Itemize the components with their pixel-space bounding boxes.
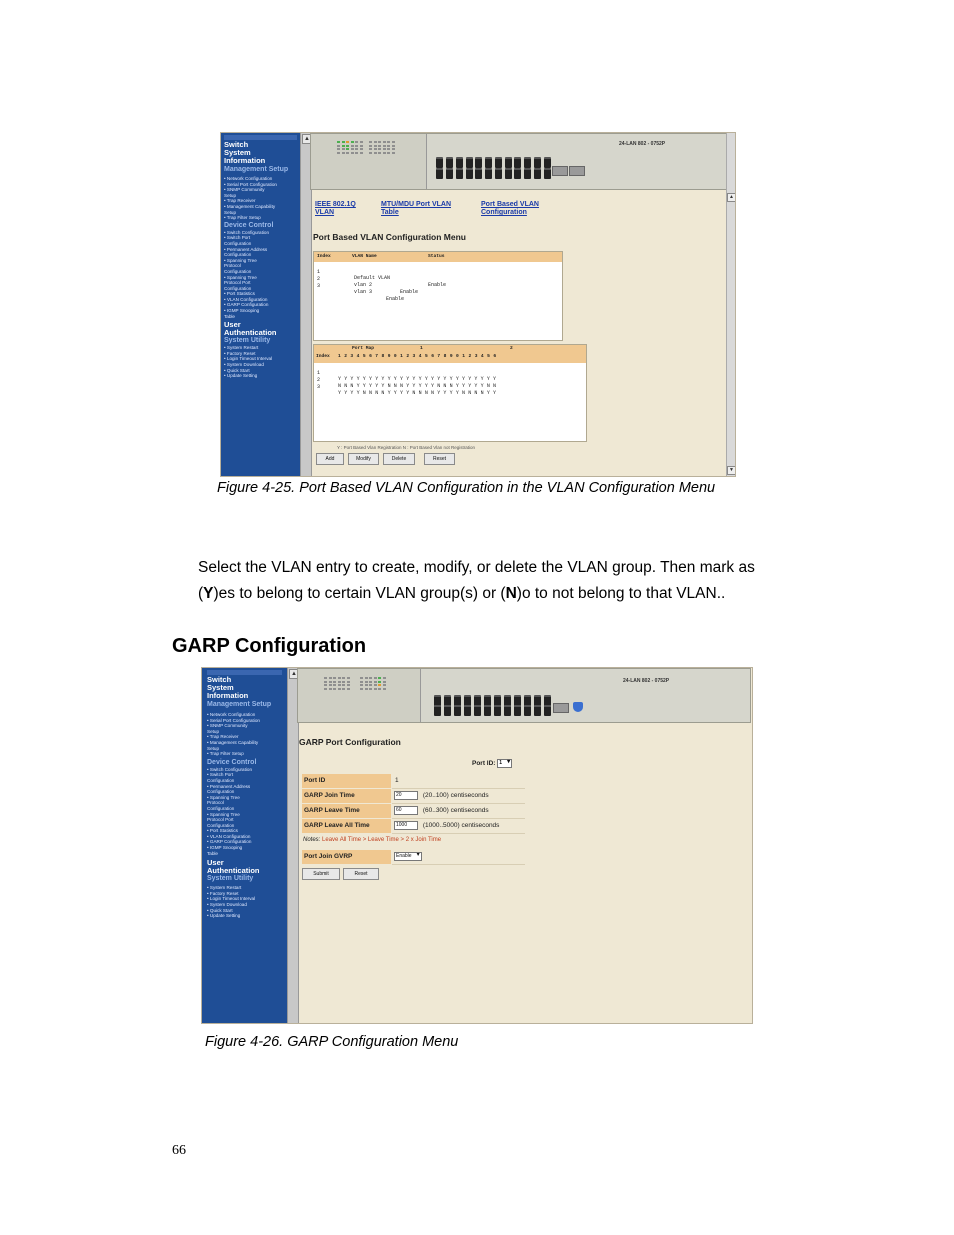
portmap-index: 2 — [317, 376, 321, 383]
switch-device-panel — [297, 668, 751, 723]
sidebar-heading-system[interactable]: System — [224, 148, 251, 157]
led-grid-left — [337, 141, 363, 154]
sidebar-section-user-auth[interactable]: User Authentication — [207, 858, 260, 876]
link-port-based-vlan-config[interactable]: Port Based VLAN Configuration — [481, 201, 539, 216]
switch-device-panel — [310, 133, 727, 190]
vlan-name: vlan 2 — [354, 282, 373, 288]
sidebar-item[interactable]: • Serial Port Configuration — [207, 717, 260, 723]
sidebar-item[interactable]: • VLAN Configuration — [207, 833, 251, 839]
page-number: 66 — [172, 1143, 186, 1158]
col-index: Index — [316, 354, 330, 359]
col-vlan-name: VLAN Name — [352, 254, 377, 259]
registration-legend: Y : Port Based Vlan Registration N : Port Based Vlan not Registration — [337, 445, 475, 450]
notes-text: Leave All Time > Leave Time > 2 x Join Time — [322, 837, 442, 843]
port-row-3 — [514, 157, 551, 168]
port-numbers: 1 2 3 4 5 6 7 8 9 0 1 2 3 4 5 6 7 8 9 0 1 2 3 4 5 6 — [338, 354, 497, 359]
scroll-up-icon[interactable]: ▲ — [727, 193, 736, 202]
sidebar-item[interactable]: Configuration — [224, 285, 252, 291]
col-index: Index — [317, 254, 331, 259]
portmap-values: Y Y Y Y N N N N Y Y Y Y N N N N Y Y Y Y N N N N Y Y — [338, 390, 497, 396]
sidebar-section-device-control: Device Control — [224, 221, 274, 229]
port-row-4 — [436, 168, 473, 179]
garp-leave-all-time-input[interactable]: 1000 — [394, 821, 418, 830]
port-map-header — [314, 345, 586, 363]
sidebar-item[interactable]: • Spanning Tree — [207, 811, 240, 817]
garp-leave-all-time-label: GARP Leave All Time — [302, 819, 391, 833]
garp-join-time-label: GARP Join Time — [302, 789, 391, 803]
sidebar-item[interactable]: Setup — [224, 192, 237, 198]
vlan-list-header — [314, 252, 562, 262]
sidebar-section-system-utility: System Utility — [207, 875, 254, 883]
figure-4-25-caption: Figure 4-25. Port Based VLAN Configuration in the VLAN Configuration Menu — [217, 480, 716, 496]
no-letter: N — [505, 585, 517, 602]
sidebar-item[interactable]: Configuration — [224, 252, 252, 258]
sidebar-item[interactable]: • Switch Port — [224, 235, 251, 241]
port-id-label: Port ID: — [472, 760, 496, 768]
garp-join-time-row — [392, 789, 525, 804]
yes-letter: Y — [203, 585, 214, 602]
sidebar-item[interactable]: Configuration — [224, 268, 252, 274]
port-row-1 — [436, 157, 473, 168]
sidebar-item[interactable]: • Spanning Tree — [224, 274, 257, 280]
garp-leave-all-time-row — [392, 819, 525, 834]
sidebar-item[interactable]: • GARP Configuration — [224, 302, 269, 308]
sidebar-item[interactable]: Setup — [207, 728, 220, 734]
sidebar-item[interactable]: • Network Configuration — [224, 176, 273, 181]
sidebar-item[interactable]: Table — [207, 850, 218, 856]
figure-4-26-screenshot — [201, 667, 753, 1024]
port-join-gvrp-row — [392, 850, 525, 865]
sfp-port — [552, 166, 568, 176]
garp-leave-all-time-unit: (1000..5000) centiseconds — [422, 822, 500, 829]
port-join-gvrp-select[interactable]: Enable ▾ — [394, 852, 422, 861]
led-grid-right — [360, 677, 386, 690]
paren: ( — [198, 585, 204, 602]
sidebar-item[interactable]: • IGMP Snooping — [207, 845, 243, 851]
port-row-6 — [514, 168, 551, 179]
sidebar-item[interactable]: • Trap Filter Setup — [224, 215, 261, 221]
sidebar-item[interactable]: • Update Setting — [207, 913, 241, 919]
sidebar-heading-system[interactable]: System — [207, 683, 234, 692]
port-row-2 — [475, 157, 512, 168]
port-id-row-value — [392, 774, 525, 789]
port-join-gvrp-label: Port Join GVRP — [302, 850, 391, 864]
sidebar-section-management: Management Setup — [224, 166, 289, 173]
sidebar-item[interactable]: • Quick Start — [207, 907, 233, 913]
shield-icon — [573, 702, 583, 712]
sidebar-item[interactable]: Configuration — [207, 822, 235, 828]
add-button[interactable]: Add — [316, 453, 344, 465]
sidebar-item[interactable]: • IGMP Snooping — [224, 308, 260, 314]
garp-leave-time-input[interactable]: 60 — [394, 806, 418, 815]
port-id-select[interactable]: 1 ▾ — [497, 759, 512, 768]
garp-join-time-input[interactable]: 20 — [394, 791, 418, 800]
led-grid-left — [324, 677, 350, 690]
sidebar-section-user-auth[interactable]: User Authentication — [224, 320, 277, 338]
section-heading-garp: GARP Configuration — [172, 635, 367, 657]
sidebar-item[interactable]: Setup — [207, 745, 220, 751]
sidebar-section-device-control: Device Control — [207, 758, 257, 766]
submit-button[interactable]: Submit — [302, 868, 340, 880]
vlan-status: Enable — [386, 295, 405, 302]
sidebar-item[interactable]: • Login Timeout Interval — [224, 356, 273, 362]
port-id-row-label: Port ID — [302, 774, 391, 788]
page-title: GARP Port Configuration — [299, 737, 401, 747]
modify-button[interactable]: Modify — [348, 453, 379, 465]
body-paragraph — [198, 555, 798, 607]
port-row-5 — [475, 168, 512, 179]
garp-leave-time-unit: (60..300) centiseconds — [422, 807, 489, 814]
sidebar-item[interactable]: Protocol Port — [224, 280, 251, 286]
sidebar-item[interactable]: • GARP Configuration — [207, 839, 252, 845]
sidebar-item[interactable]: Configuration — [207, 789, 235, 795]
sidebar-item[interactable]: • Network Configuration — [207, 712, 256, 717]
sidebar-item[interactable]: • Permanent Address — [224, 246, 268, 252]
sidebar-heading-information[interactable]: Information — [224, 156, 266, 165]
scroll-up-icon[interactable]: ▲ — [302, 134, 312, 144]
sidebar-item[interactable]: Configuration — [207, 777, 235, 783]
paragraph-text: )es to belong to certain VLAN group(s) or ( — [213, 585, 506, 602]
sidebar-item[interactable]: • Port Statistics — [224, 291, 255, 297]
vlan-status: Enable — [428, 281, 447, 288]
sidebar-item[interactable]: • Port Statistics — [207, 828, 238, 834]
paragraph-text: )o to not belong to that VLAN.. — [516, 585, 726, 602]
led-grid-right — [369, 141, 395, 154]
vlan-index: 2 — [317, 275, 321, 282]
sidebar-item[interactable]: • Update Setting — [224, 373, 258, 379]
sidebar-item[interactable]: • Factory Reset — [207, 890, 239, 896]
sidebar-item[interactable]: Protocol — [224, 263, 241, 269]
reset-button[interactable]: Reset — [424, 453, 455, 465]
sidebar-menu — [221, 133, 300, 476]
sidebar-item[interactable]: • Switch Port — [207, 772, 234, 778]
vlan-status: Enable — [400, 288, 419, 295]
sidebar-item[interactable]: Table — [224, 313, 235, 319]
sidebar-item[interactable]: Configuration — [207, 805, 235, 811]
sidebar-section-system-utility: System Utility — [224, 337, 271, 345]
garp-leave-time-row — [392, 804, 525, 819]
portmap-values: Y Y Y Y Y Y Y Y Y Y Y Y Y Y Y Y Y Y Y Y Y Y Y Y Y Y — [338, 376, 497, 382]
sidebar-item[interactable]: • SNMP Community — [207, 723, 248, 729]
portmap-values: N N N Y Y Y Y Y N N N Y Y Y Y Y N N N Y Y Y Y Y N N — [338, 383, 497, 389]
port-map-title: Port Map — [352, 346, 375, 351]
sidebar-item[interactable]: • Management Capability — [224, 203, 276, 209]
garp-join-time-unit: (20..100) centiseconds — [422, 792, 489, 799]
sidebar-item[interactable]: • Management Capability — [207, 739, 259, 745]
sidebar-item[interactable]: • Switch Configuration — [224, 229, 270, 235]
reset-button[interactable]: Reset — [343, 868, 379, 880]
sidebar-section-management: Management Setup — [207, 701, 272, 708]
sidebar-item[interactable]: • Permanent Address — [207, 783, 251, 789]
scroll-down-icon[interactable]: ▼ — [727, 466, 736, 475]
port-id-selector — [472, 759, 512, 768]
menu-title: Port Based VLAN Configuration Menu — [313, 232, 466, 242]
sidebar-item[interactable]: Protocol — [207, 800, 224, 806]
vlan-index: 1 — [317, 268, 321, 275]
sidebar-item[interactable]: • SNMP Community — [224, 187, 265, 193]
portmap-row[interactable] — [314, 363, 586, 382]
sidebar-item[interactable]: • System Restart — [207, 885, 242, 891]
col-status: Status — [428, 254, 445, 259]
sidebar-item[interactable]: • VLAN Configuration — [224, 296, 268, 302]
portmap-index: 1 — [317, 369, 321, 376]
figure-4-26-caption: Figure 4-26. GARP Configuration Menu — [205, 1034, 459, 1050]
port-id-value: 1 — [395, 777, 399, 784]
sidebar-item[interactable]: • Switch Configuration — [207, 766, 253, 772]
sidebar-heading-information[interactable]: Information — [207, 691, 249, 700]
garp-leave-time-label: GARP Leave Time — [302, 804, 391, 818]
port-row-6 — [514, 705, 551, 716]
port-row-5 — [474, 705, 511, 716]
sidebar-item[interactable]: • Trap Receiver — [224, 198, 256, 204]
portmap-index: 3 — [317, 383, 321, 390]
figure-4-25-screenshot — [220, 132, 736, 477]
notes-label: Notes: — [303, 837, 321, 843]
notes-line — [303, 837, 441, 843]
sidebar-item[interactable]: • Trap Filter Setup — [207, 751, 244, 757]
sidebar-item[interactable]: • Quick Start — [224, 367, 250, 373]
link-mtu-mdu-port-vlan-table[interactable]: MTU/MDU Port VLAN Table — [381, 201, 451, 216]
port-map-panel[interactable] — [313, 344, 587, 442]
sidebar-item[interactable]: • System Restart — [224, 345, 259, 351]
sidebar-item[interactable]: • Spanning Tree — [207, 794, 240, 800]
vlan-list-panel[interactable] — [313, 251, 563, 341]
sidebar-item[interactable]: • Login Timeout Interval — [207, 896, 256, 902]
link-ieee-8021q-vlan[interactable]: IEEE 802.1Q VLAN — [315, 201, 356, 216]
vlan-name: Default VLAN — [354, 275, 391, 281]
sidebar-item[interactable]: Setup — [224, 209, 237, 215]
main-scrollbar[interactable] — [726, 133, 735, 476]
sfp-port — [553, 703, 569, 713]
vlan-name: vlan 3 — [354, 289, 373, 295]
sfp-port — [569, 166, 585, 176]
vlan-index: 3 — [317, 282, 321, 289]
scroll-up-icon[interactable]: ▲ — [289, 669, 299, 679]
sidebar-item[interactable]: • Factory Reset — [224, 350, 256, 356]
sidebar-item[interactable]: • Trap Receiver — [207, 734, 239, 740]
port-group-1: 1 — [420, 346, 423, 351]
port-group-2: 2 — [510, 346, 513, 351]
sidebar-heading-switch[interactable]: Switch — [207, 675, 232, 684]
device-model-title: 24-LAN 802 - 0752P — [623, 678, 670, 684]
sidebar-heading-switch[interactable]: Switch — [224, 140, 249, 149]
paragraph-line-1: Select the VLAN entry to create, modify, or delete the VLAN group. Then mark as — [198, 559, 755, 576]
sidebar-item[interactable]: • System Download — [224, 362, 264, 368]
sidebar-item[interactable]: • Serial Port Configuration — [224, 181, 277, 187]
sidebar-item[interactable]: Configuration — [224, 240, 252, 246]
device-model-title: 24-LAN 802 - 0752P — [619, 141, 666, 147]
port-row-4 — [434, 705, 471, 716]
sidebar-item[interactable]: Protocol Port — [207, 817, 234, 823]
paragraph-line-2 — [198, 581, 798, 607]
delete-button[interactable]: Delete — [383, 453, 415, 465]
sidebar-item[interactable]: • System Download — [207, 902, 247, 908]
sidebar-menu — [202, 668, 287, 1023]
sidebar-item[interactable]: • Spanning Tree — [224, 257, 257, 263]
